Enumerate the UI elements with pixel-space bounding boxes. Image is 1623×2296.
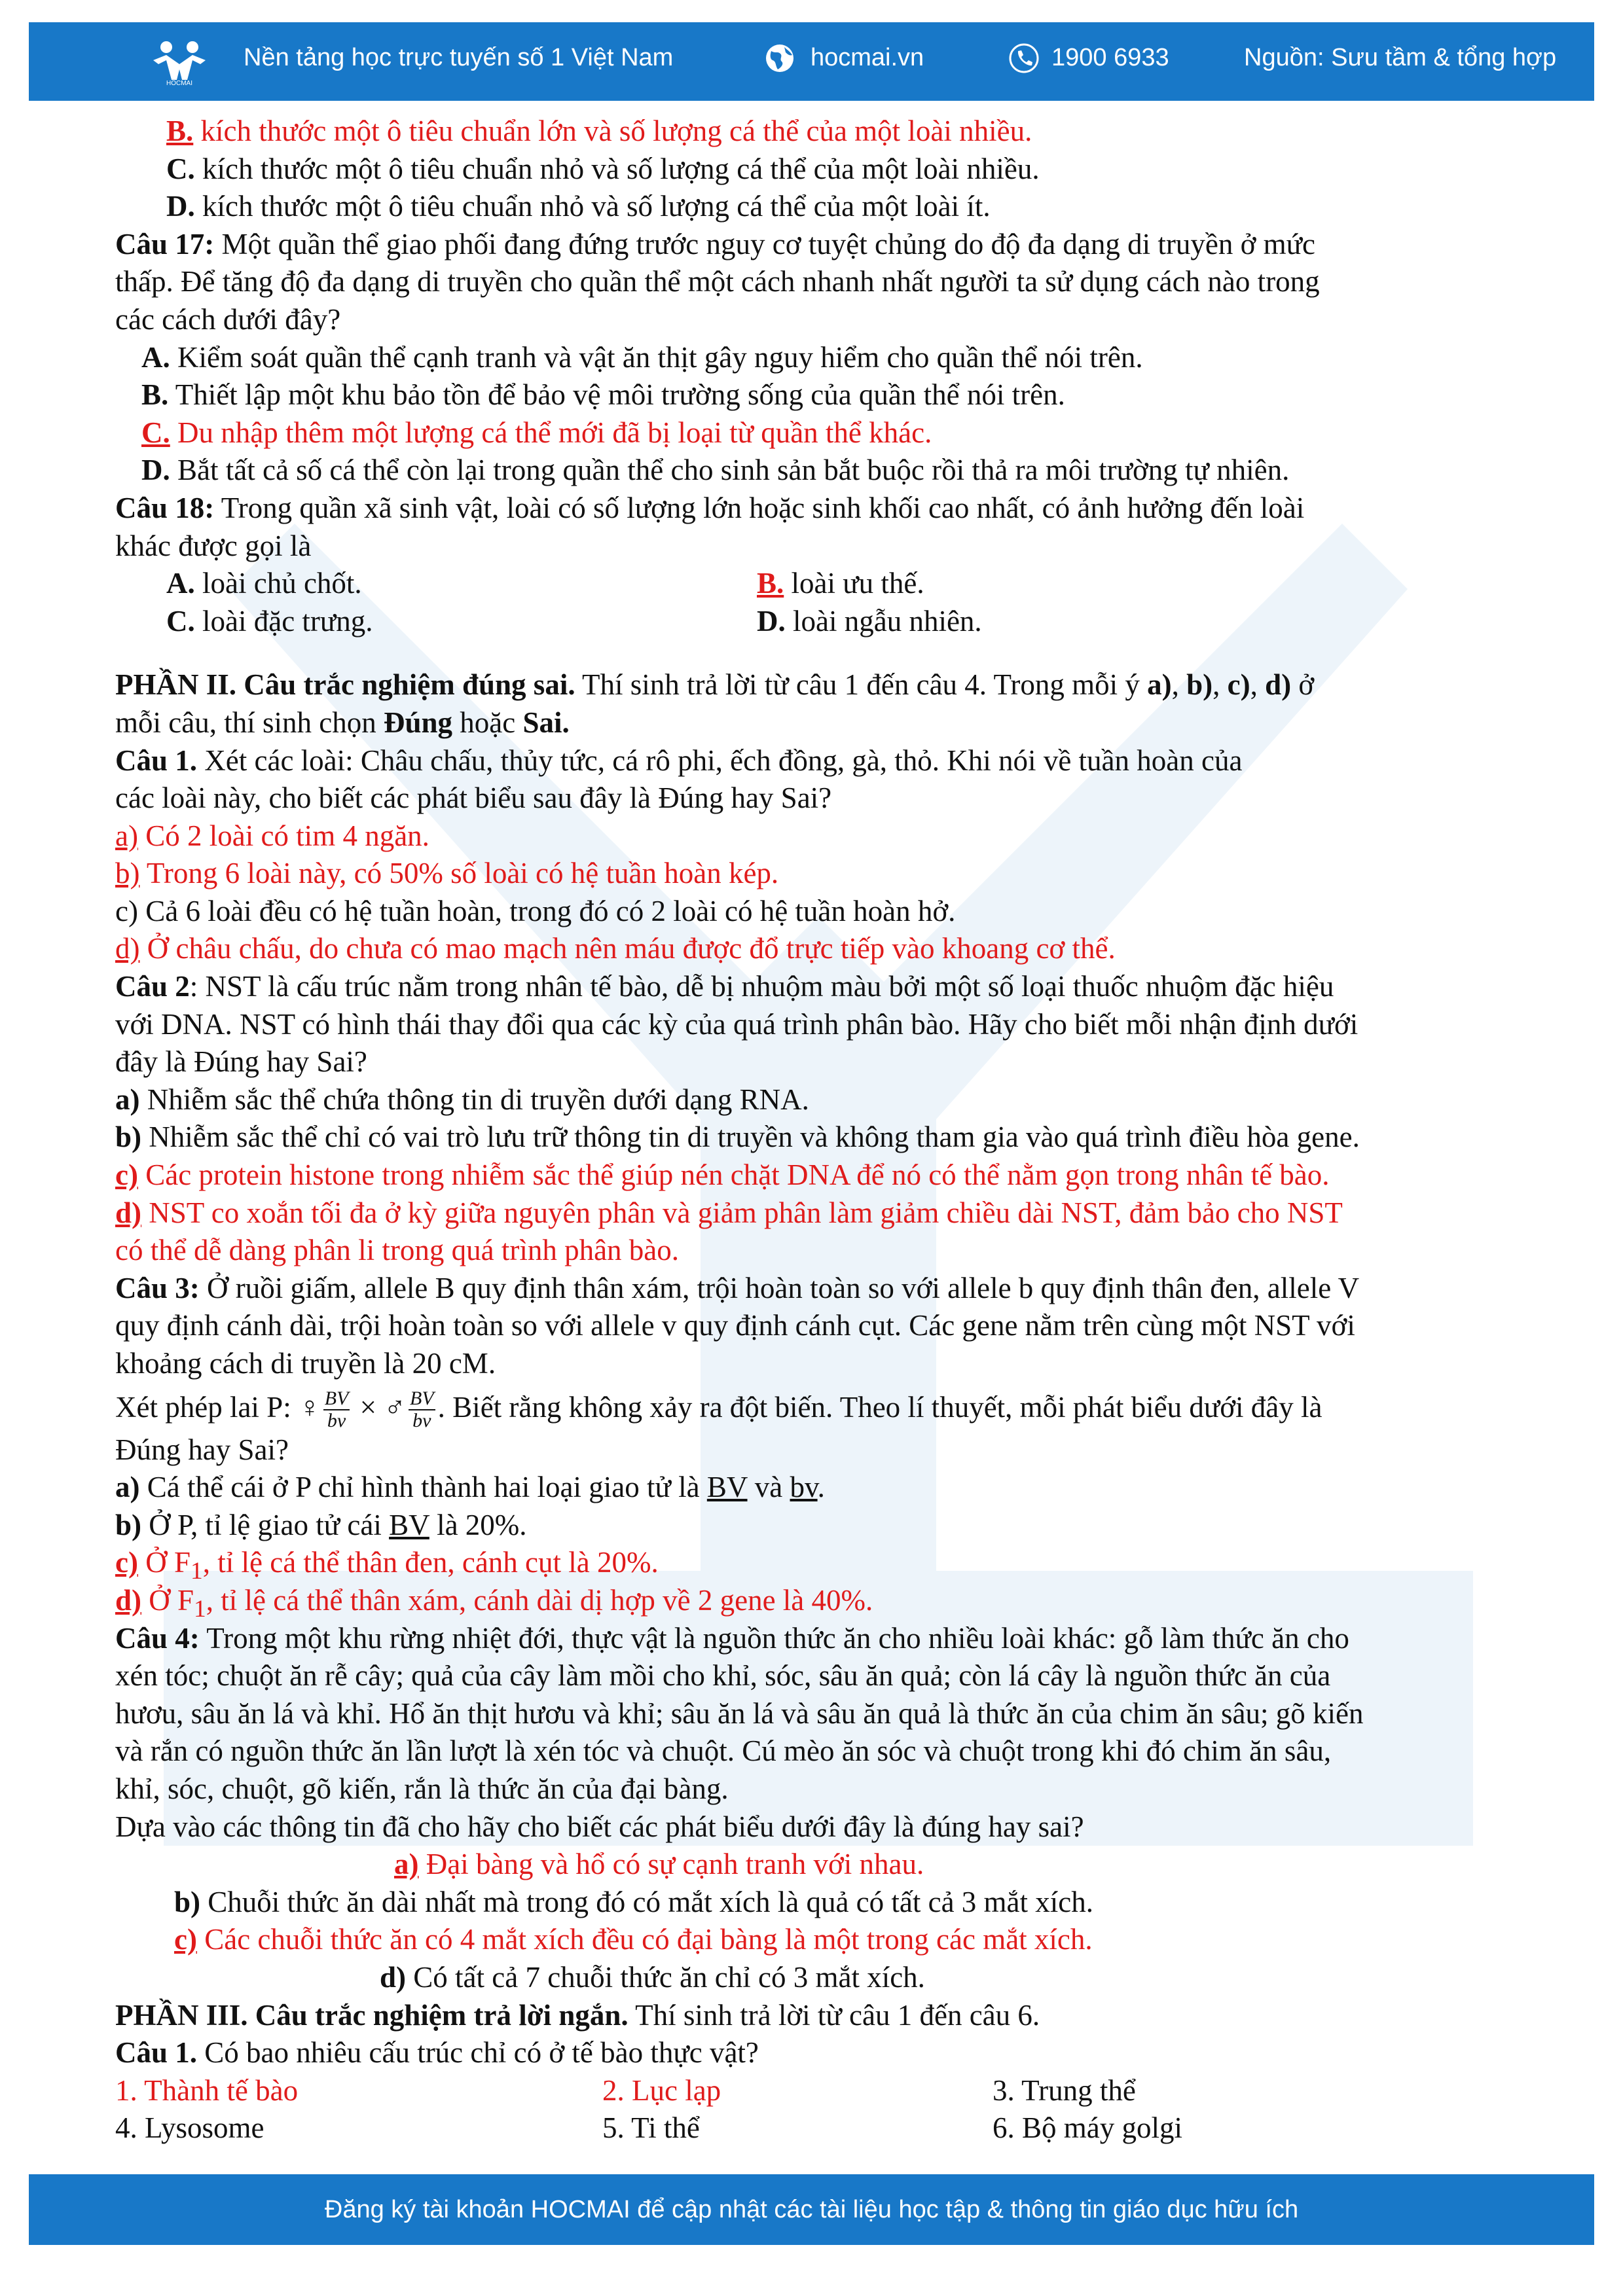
q18-stem: Câu 18: Trong quần xã sinh vật, loài có số lượng lớn hoặc sinh khối cao nhất, có ảnh hưởng đến loài [115,491,1305,524]
q18-options-row1 [115,565,1510,603]
p2q3-d: d) Ở $F_1$, tỉ lệ cá thể thân xám, cánh dài dị hợp về 2 gene là 40%. [115,1583,873,1623]
q18-option-d: D. loài ngẫu nhiên. [757,604,982,637]
footer-bar [29,2174,1594,2245]
p2q1-d: d) Ở châu chấu, do chưa có mao mạch nên máu được đổ trực tiếp vào khoang cơ thể. [115,932,1116,965]
p2q2-b: b) Nhiễm sắc thể chỉ có vai trò lưu trữ thông tin di truyền và không tham gia vào quá trình điều hòa gene. [115,1121,1360,1154]
hocmai-logo [147,38,212,86]
p2q4-c: c) Các chuỗi thức ăn có 4 mắt xích đều có đại bàng là một trong các mắt xích. [174,1923,1093,1956]
p2q4-d: d) Có tất cả 7 chuỗi thức ăn chỉ có 3 mắt xích. [380,1960,925,1994]
q17-option-a: A. Kiểm soát quần thể cạnh tranh và vật ăn thịt gây nguy hiểm cho quần thể nói trên. [141,340,1143,374]
header-bar [29,22,1594,101]
p2q1-b: b) Trong 6 loài này, có 50% số loài có hệ tuần hoàn kép. [115,857,779,890]
q16-option-b: B. kích thước một ô tiêu chuẩn lớn và số lượng cá thể của một loài nhiều. [166,115,1032,147]
header-slogan: Nền tảng học trực tuyến số 1 Việt Nam [244,44,674,71]
p2q4-stem-5: khỉ, sóc, chuột, gõ kiến, rắn là thức ăn của đại bàng. [115,1772,729,1805]
p3q1-options-row2 [115,2109,1510,2147]
p3q1-option-5: 5. Ti thể [602,2111,700,2145]
q16-option-c: C. kích thước một ô tiêu chuẩn nhỏ và số lượng cá thể của một loài nhiều. [166,152,1040,185]
header-website[interactable]: hocmai.vn [811,44,924,71]
q17-option-c: C. Du nhập thêm một lượng cá thể mới đã bị loại từ quần thể khác. [141,416,932,449]
q18-options-row2 [115,603,1510,641]
p2q3-stem-2: quy định cánh dài, trội hoàn toàn so với allele v quy định cánh cụt. Các gene nằm trên cùng một NST với [115,1309,1355,1342]
p2q1-stem-2: các loài này, cho biết các phát biểu sau đây là Đúng hay Sai? [115,781,832,815]
p2q3-c: c) Ở $F_1$, tỉ lệ cá thể thân đen, cánh cụt là 20%. [115,1546,659,1585]
svg-text:HOCMAI: HOCMAI [166,80,192,86]
p2q2-stem: Câu 2: NST là cấu trúc nằm trong nhân tế bào, dễ bị nhuộm màu bởi một số loại thuốc nhuộm đặc hiệu [115,970,1334,1003]
p2q4-stem-3: hươu, sâu ăn lá và khỉ. Hổ ăn thịt hươu và khỉ; sâu ăn lá và sâu ăn quả là thức ăn của chim ăn sâu; gõ kiến [115,1696,1364,1730]
q17-stem: Câu 17: Một quần thể giao phối đang đứng trước nguy cơ tuyệt chủng do độ đa dạng di truyền ở mức [115,227,1316,260]
q17-option-d: D. Bắt tất cả số cá thể còn lại trong quần thể cho sinh sản bắt buộc rồi thả ra môi trường tự nhiên. [141,454,1290,487]
p2q3-b: b) Ở P, tỉ lệ giao tử cái BV là 20%. [115,1508,527,1541]
p2q2-stem-2: với DNA. NST có hình thái thay đổi qua các kỳ của quá trình phân bào. Hãy cho biết mỗi nhận định dưới [115,1007,1359,1041]
p2q3-a: a) Cá thể cái ở P chỉ hình thành hai loại giao tử là BV và bv. [115,1471,825,1504]
p2q4-a: a) Đại bàng và hổ có sự cạnh tranh với nhau. [394,1848,924,1881]
p2q4-b: b) Chuỗi thức ăn dài nhất mà trong đó có mắt xích là quả có tất cả 3 mắt xích. [174,1885,1094,1918]
phone-icon [1008,42,1040,75]
p2q4-stem-4: và rắn có nguồn thức ăn lần lượt là xén tóc và chuột. Cú mèo ăn sóc và chuột trong khi đó chim ăn sâu, [115,1734,1332,1768]
header-phone[interactable]: 1900 6933 [1051,44,1169,71]
p2q2-d: d) NST co xoắn tối đa ở kỳ giữa nguyên phân và giảm phân làm giảm chiều dài NST, đảm bảo cho NST [115,1196,1343,1229]
q18-option-c: C. loài đặc trưng. [166,604,373,637]
q18-stem-2: khác được gọi là [115,529,312,562]
p3q1-stem: Câu 1. Có bao nhiêu cấu trúc chỉ có ở tế bào thực vật? [115,2036,759,2070]
p3q1-option-3: 3. Trung thể [993,2073,1136,2107]
p2q2-c: c) Các protein histone trong nhiễm sắc thể giúp nén chặt DNA để nó có thể nằm gọn trong nhân tế bào. [115,1158,1330,1192]
p3q1-option-1: 1. Thành tế bào [115,2073,299,2107]
part2-heading-2: mỗi câu, thí sinh chọn Đúng hoặc Sai. [115,706,570,739]
q17-stem-2: thấp. Để tăng độ đa dạng di truyền cho quần thể một cách nhanh nhất người ta sử dụng cách nào trong [115,265,1320,298]
p2q4-stem: Câu 4: Trong một khu rừng nhiệt đới, thực vật là nguồn thức ăn cho nhiều loài khác: gỗ làm thức ăn cho [115,1621,1349,1655]
q18-option-b: B. loài ưu thế. [757,567,924,600]
q17-option-b: B. Thiết lập một khu bảo tồn để bảo vệ môi trường sống của quần thể nói trên. [141,378,1065,412]
footer-text[interactable]: Đăng ký tài khoản HOCMAI để cập nhật các tài liệu học tập & thông tin giáo dục hữu ích [324,2196,1299,2223]
p2q4-stem-6: Dựa vào các thông tin đã cho hãy cho biết các phát biểu dưới đây là đúng hay sai? [115,1810,1084,1843]
p2q3-stem-3: khoảng cách di truyền là 20 cM. [115,1347,496,1380]
male-genotype-fraction: $\frac{BV}{bv}$ [410,1388,434,1432]
q18-option-a: A. loài chủ chốt. [166,567,362,600]
p2q3-stem: Câu 3: Ở ruồi giấm, allele B quy định thân xám, trội hoàn toàn so với allele b quy định thân đen, allele V [115,1271,1360,1304]
p2q1-a: a) Có 2 loài có tim 4 ngăn. [115,819,429,852]
q17-stem-3: các cách dưới đây? [115,302,341,336]
header-source: Nguồn: Sưu tầm & tổng hợp [1244,44,1557,71]
q16-option-d: D. kích thước một ô tiêu chuẩn nhỏ và số lượng cá thể của một loài ít. [166,190,991,223]
p2q2-stem-3: đây là Đúng hay Sai? [115,1045,367,1079]
p2q3-stem-4: Đúng hay Sai? [115,1433,289,1466]
p2q1-c: c) Cả 6 loài đều có hệ tuần hoàn, trong đó có 2 loài có hệ tuần hoàn hở. [115,894,956,927]
spacer [115,640,1510,666]
p3q1-option-2: 2. Lục lạp [602,2073,721,2107]
p2q2-d-2: có thể dễ dàng phân li trong quá trình phân bào. [115,1234,680,1267]
part3-heading: PHẦN III. Câu trắc nghiệm trả lời ngắn. Thí sinh trả lời từ câu 1 đến câu 6. [115,1998,1040,2032]
document-body [115,113,1510,2147]
p2q2-a: a) Nhiễm sắc thể chứa thông tin di truyền dưới dạng RNA. [115,1083,809,1116]
p3q1-option-4: 4. Lysosome [115,2111,264,2145]
p3q1-option-6: 6. Bộ máy golgi [993,2111,1182,2145]
p2q3-cross: Xét phép lai P: ♀ $\frac{BV}{bv}$ × ♂ $\frac{BV}{bv}$ . Biết rằng không xảy ra đột biến. Theo lí thuyết, mỗi phát biểu dưới đây là [115,1388,1322,1432]
female-genotype-fraction: $\frac{BV}{bv}$ [324,1388,349,1432]
globe-icon [763,42,796,75]
p2q4-stem-2: xén tóc; chuột ăn rễ cây; quả của cây làm mồi cho khỉ, sóc, sâu ăn quả; còn lá cây là nguồn thức ăn của [115,1659,1331,1693]
part2-heading: PHẦN II. Câu trắc nghiệm đúng sai. Thí sinh trả lời từ câu 1 đến câu 4. Trong mỗi ý a), b), c), d) ở [115,668,1315,702]
p2q1-stem: Câu 1. Xét các loài: Châu chấu, thủy tức, cá rô phi, ếch đồng, gà, thỏ. Khi nói về tuần hoàn của [115,744,1243,777]
p3q1-options-row1 [115,2072,1510,2110]
